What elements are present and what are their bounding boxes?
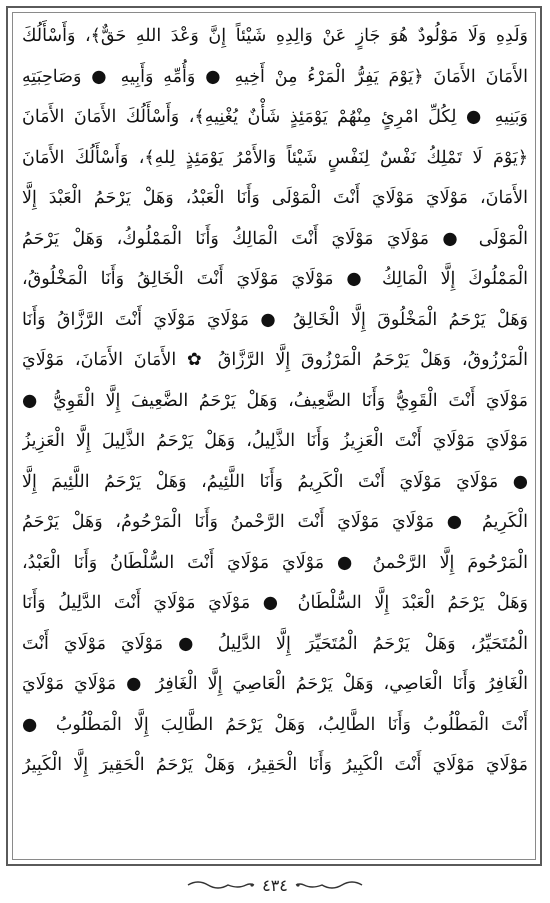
page-number-ornament — [186, 876, 364, 895]
text-line: وَبَنِيهِ ● لِكُلِّ امْرِئٍ مِنْهُمْ يَوْمَئِذٍ شَأْنٌ يُغْنِيهِ﴾، وَأَسْأَلُكَ الأَمَانَ الأَمَانَ — [22, 107, 528, 127]
text-line: وَهَلْ يَرْحَمُ الْمَخْلُوقَ إِلَّا الْخَالِقُ ● مَوْلَايَ مَوْلَايَ أَنْتَ الرَّزَّاقُ وَأَنَا — [22, 309, 528, 330]
text-line: مَوْلَايَ أَنْتَ الْقَوِيُّ وَأَنَا الضَّعِيفُ، وَهَلْ يَرْحَمُ الضَّعِيفَ إِلَّا الْقَوِيُّ ● — [22, 390, 528, 411]
text-line: وَهَلْ يَرْحَمُ الْعَبْدَ إِلَّا السُّلْطَانُ ● مَوْلَايَ مَوْلَايَ أَنْتَ الدَّلِيلُ وَأَنَا — [22, 593, 528, 613]
text-line: ● مَوْلَايَ مَوْلَايَ أَنْتَ الْكَرِيمُ وَأَنَا اللَّئِيمُ، وَهَلْ يَرْحَمُ اللَّئِيمَ إِلَّا — [22, 471, 528, 492]
text-line: الأَمَانَ الأَمَانَ ﴿يَوْمَ يَفِرُّ الْمَرْءُ مِنْ أَخِيهِ ● وَأُمِّهِ وَأَبِيهِ ● وَصَاحِبَتِهِ — [22, 66, 528, 87]
flourish-right-icon — [294, 878, 364, 892]
text-line: الْمَرْزُوقُ، وَهَلْ يَرْحَمُ الْمَرْزُوقَ إِلَّا الرَّزَّاقُ ✿ الأَمَانَ الأَمَانَ، مَوْلَايَ — [22, 350, 528, 370]
text-line: الْمَرْحُومَ إِلَّا الرَّحْمنُ ● مَوْلَايَ مَوْلَايَ أَنْتَ السُّلْطَانُ وَأَنَا الْعَبْدُ، — [22, 552, 528, 573]
text-line: الْمَوْلَى ● مَوْلَايَ مَوْلَايَ أَنْتَ الْمَالِكُ وَأَنَا الْمَمْلُوكُ، وَهَلْ يَرْحَمُ — [22, 228, 528, 249]
text-line: ﴿يَوْمَ لَا تَمْلِكُ نَفْسٌ لِنَفْسٍ شَيْئاً وَالأَمْرُ يَوْمَئِذٍ لِلهِ﴾، وَأَسْأَلُكَ الأَمَانَ — [22, 147, 528, 168]
text-line: الْغَافِرُ وَأَنَا الْعَاصِي، وَهَلْ يَرْحَمُ الْعَاصِيَ إِلَّا الْغَافِرُ ● مَوْلَايَ مَوْلَايَ — [22, 674, 528, 694]
text-line: أَنْتَ الْمَطْلُوبُ وَأَنَا الطَّالِبُ، وَهَلْ يَرْحَمُ الطَّالِبَ إِلَّا الْمَطْلُوبُ ● — [22, 714, 528, 735]
flourish-left-icon — [186, 878, 256, 892]
text-line: الْمَمْلُوكَ إِلَّا الْمَالِكُ ● مَوْلَايَ مَوْلَايَ أَنْتَ الْخَالِقُ وَأَنَا الْمَخْلُوقُ، — [22, 269, 528, 289]
text-line: الْمُتَحَيِّرُ، وَهَلْ يَرْحَمُ الْمُتَحَيِّرَ إِلَّا الدَّلِيلُ ● مَوْلَايَ مَوْلَايَ أَنْتَ — [22, 633, 528, 654]
prayer-text-block — [22, 16, 528, 856]
text-line: الْكَرِيمُ ● مَوْلَايَ مَوْلَايَ أَنْتَ الرَّحْمنُ وَأَنَا الْمَرْحُومُ، وَهَلْ يَرْحَمُ — [22, 512, 528, 532]
text-line: وَلَدِهِ وَلَا مَوْلُودٌ هُوَ جَازٍ عَنْ وَالِدِهِ شَيْئاً إِنَّ وَعْدَ اللهِ حَقٌّ﴾، وَأَسْأَلُكَ — [22, 26, 528, 46]
page-number: ٤٣٤ — [262, 875, 288, 895]
page-footer — [0, 872, 550, 898]
text-line: الأَمَانَ، مَوْلَايَ مَوْلَايَ أَنْتَ الْمَوْلَى وَأَنَا الْعَبْدُ، وَهَلْ يَرْحَمُ الْعَبْدَ إِلَّا — [22, 188, 528, 208]
text-line: مَوْلَايَ مَوْلَايَ أَنْتَ الْكَبِيرُ وَأَنَا الْحَقِيرُ، وَهَلْ يَرْحَمُ الْحَقِيرَ إِلَّا الْكَبِيرُ — [22, 755, 528, 775]
text-line: مَوْلَايَ مَوْلَايَ أَنْتَ الْعَزِيزُ وَأَنَا الذَّلِيلُ، وَهَلْ يَرْحَمُ الذَّلِيلَ إِلَّا الْعَزِيزُ — [22, 431, 528, 451]
